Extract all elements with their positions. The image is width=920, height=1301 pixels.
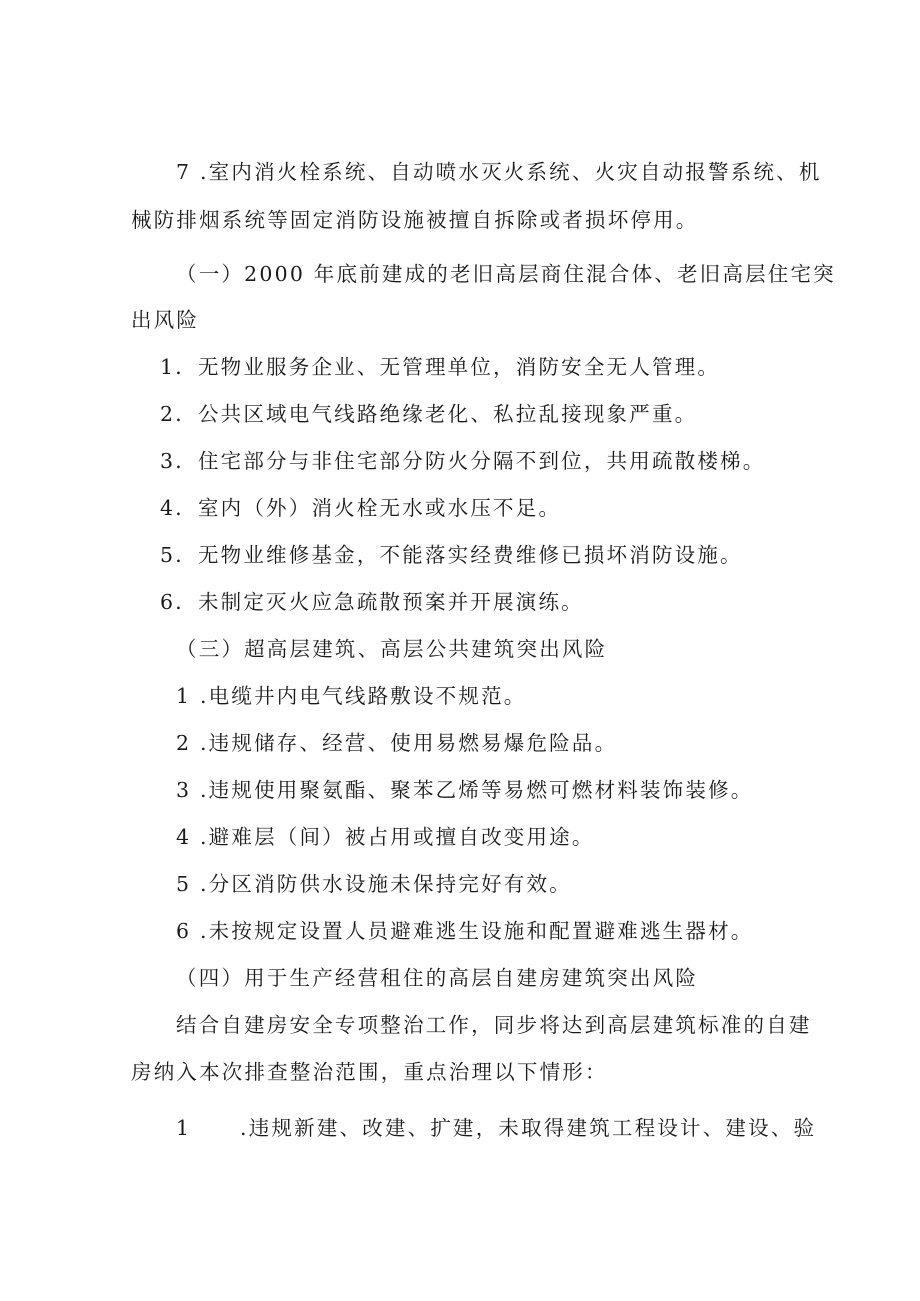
section-4-item-1-number: 1	[176, 1116, 192, 1140]
item-7-line-1: 7 .室内消火栓系统、自动喷水灭火系统、火灾自动报警系统、机	[176, 160, 822, 184]
section-1-item-5: 5．无物业维修基金，不能落实经费维修已损坏消防设施。	[160, 543, 743, 567]
section-3-item-2: 2 .违规储存、经营、使用易燃易爆危险品。	[176, 731, 618, 755]
section-3-item-4: 4 .避难层（间）被占用或擅自改变用途。	[176, 825, 595, 849]
section-4-paragraph-line-2: 房纳入本次排查整治范围，重点治理以下情形：	[131, 1060, 608, 1084]
section-heading-3: （三）超高层建筑、高层公共建筑突出风险	[176, 637, 608, 661]
section-3-item-6: 6 .未按规定设置人员避难逃生设施和配置避难逃生器材。	[176, 919, 754, 943]
section-heading-4: （四）用于生产经营租住的高层自建房建筑突出风险	[176, 966, 699, 990]
section-1-item-2: 2．公共区域电气线路绝缘老化、私拉乱接现象严重。	[160, 402, 698, 426]
section-3-item-1: 1 .电缆井内电气线路敷设不规范。	[176, 684, 527, 708]
section-1-item-6: 6．未制定灭火应急疏散预案并开展演练。	[160, 590, 584, 614]
item-7-line-2: 械防排烟系统等固定消防设施被擅自拆除或者损坏停用。	[131, 208, 699, 232]
section-3-item-5: 5 .分区消防供水设施未保持完好有效。	[176, 872, 572, 896]
section-4-item-1-text: .违规新建、改建、扩建，未取得建筑工程设计、建设、验	[240, 1116, 817, 1140]
section-3-item-3: 3 .违规使用聚氨酯、聚苯乙烯等易燃可燃材料装饰装修。	[176, 778, 754, 802]
section-1-item-3: 3．住宅部分与非住宅部分防火分隔不到位，共用疏散楼梯。	[160, 449, 766, 473]
section-4-paragraph-line-1: 结合自建房安全专项整治工作，同步将达到高层建筑标准的自建	[176, 1013, 812, 1037]
section-heading-1-line-2: 出风险	[131, 308, 200, 332]
section-1-item-4: 4．室内（外）消火栓无水或水压不足。	[160, 496, 562, 520]
section-heading-1-line-1: （一）2000 年底前建成的老旧高层商住混合体、老旧高层住宅突	[176, 262, 836, 286]
section-1-item-1: 1．无物业服务企业、无管理单位，消防安全无人管理。	[160, 355, 721, 379]
